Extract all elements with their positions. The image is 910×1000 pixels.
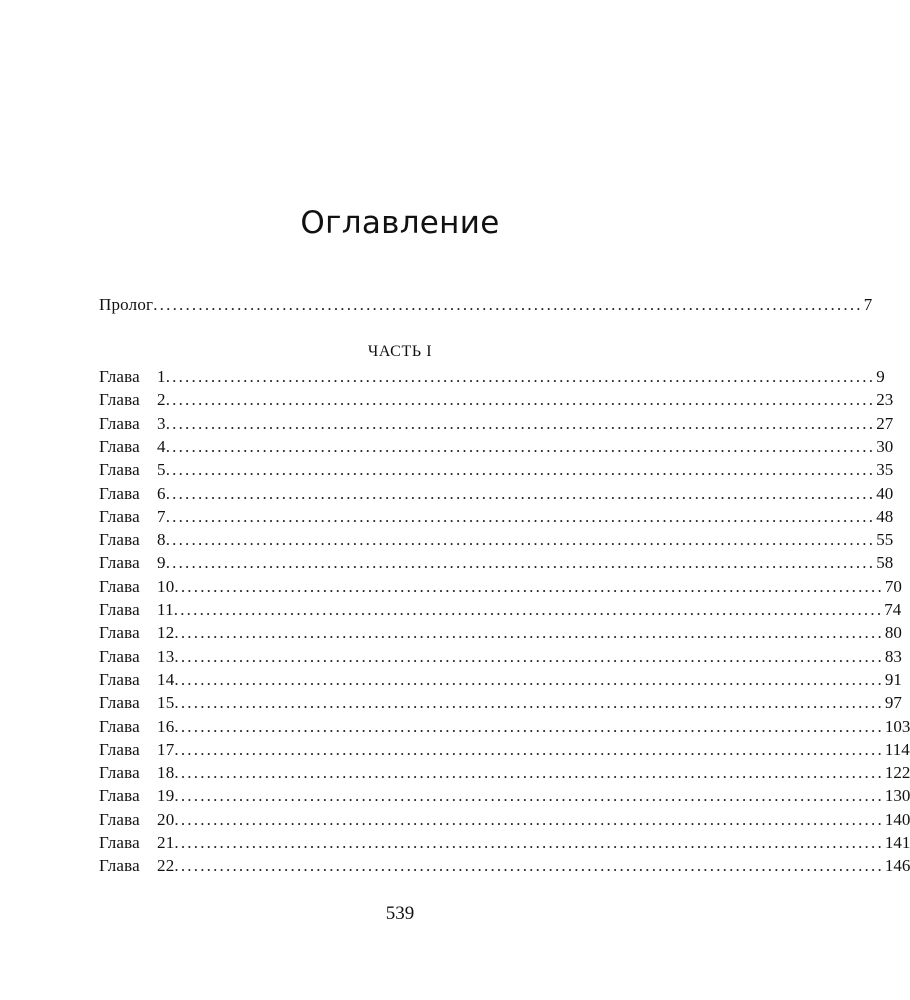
chapter-number: 3 <box>157 414 166 433</box>
dot-leader: .............................................................................................................. <box>174 763 884 782</box>
part-heading: ЧАСТЬ I <box>367 343 433 360</box>
dot-leader: .............................................................................................................. <box>174 577 884 596</box>
chapter-number: 16 <box>157 717 175 736</box>
chapter-page: 9 <box>876 367 885 386</box>
toc-row-chapter <box>99 855 910 877</box>
toc-row-chapter <box>99 762 910 784</box>
chapter-page: 58 <box>876 553 894 572</box>
chapter-number: 11 <box>157 600 174 619</box>
chapter-word: Глава <box>99 530 140 549</box>
chapter-label <box>99 436 166 458</box>
chapter-page: 48 <box>876 507 894 526</box>
chapter-page: 114 <box>884 740 910 759</box>
chapter-word: Глава <box>99 717 140 736</box>
chapter-page: 97 <box>884 693 902 712</box>
chapter-page: 146 <box>884 856 910 875</box>
dot-leader: .............................................................................................................. <box>165 460 876 479</box>
chapter-word: Глава <box>99 484 140 503</box>
chapter-label <box>99 692 174 714</box>
toc-title: Оглавление <box>300 205 500 241</box>
dot-leader: .............................................................................................................. <box>174 623 884 642</box>
chapter-number: 10 <box>157 577 175 596</box>
chapter-word: Глава <box>99 647 140 666</box>
chapter-number: 7 <box>157 507 166 526</box>
toc-row-chapter <box>99 622 902 644</box>
chapter-label <box>99 622 174 644</box>
toc-row-chapter <box>99 436 894 458</box>
chapter-number: 6 <box>157 484 166 503</box>
toc-row-chapter <box>99 809 910 831</box>
dot-leader: .............................................................................................................. <box>174 810 884 829</box>
chapter-word: Глава <box>99 623 140 642</box>
chapter-label <box>99 389 166 411</box>
chapter-number: 17 <box>157 740 175 759</box>
chapter-label <box>99 413 166 435</box>
chapter-page: 40 <box>876 484 894 503</box>
dot-leader: .............................................................................................................. <box>165 530 876 549</box>
chapter-label <box>99 576 174 598</box>
chapter-number: 15 <box>157 693 175 712</box>
dot-leader: .............................................................................................................. <box>174 693 884 712</box>
chapter-label <box>99 762 174 784</box>
chapter-label <box>99 809 174 831</box>
dot-leader: .............................................................................................................. <box>165 390 876 409</box>
dot-leader: .............................................................................................................. <box>174 833 884 852</box>
toc-row-chapter <box>99 389 894 411</box>
chapter-label <box>99 552 166 574</box>
chapter-page: 74 <box>884 600 902 619</box>
chapter-word: Глава <box>99 414 140 433</box>
chapter-word: Глава <box>99 763 140 782</box>
chapter-number: 22 <box>157 856 175 875</box>
toc-row-chapter <box>99 785 910 807</box>
dot-leader: .............................................................................................................. <box>165 507 876 526</box>
chapter-page: 140 <box>884 810 910 829</box>
toc-row-chapter <box>99 529 894 551</box>
chapter-word: Глава <box>99 460 140 479</box>
chapter-label <box>99 669 174 691</box>
toc-row-prologue <box>99 294 873 316</box>
toc-row-chapter <box>99 552 894 574</box>
chapter-number: 19 <box>157 786 175 805</box>
toc-row-chapter <box>99 716 910 738</box>
chapter-word: Глава <box>99 367 140 386</box>
toc-row-chapter <box>99 366 885 388</box>
chapter-word: Глава <box>99 553 140 572</box>
chapter-label <box>99 646 174 668</box>
chapter-word: Глава <box>99 437 140 456</box>
dot-leader: .............................................................................................................. <box>174 740 884 759</box>
toc-row-chapter <box>99 739 910 761</box>
chapter-word: Глава <box>99 600 140 619</box>
chapter-word: Глава <box>99 740 140 759</box>
chapter-page: 55 <box>876 530 894 549</box>
dot-leader: .............................................................................................................. <box>153 295 863 314</box>
toc-row-chapter <box>99 669 902 691</box>
chapter-number: 1 <box>157 367 166 386</box>
chapter-page: 91 <box>884 670 902 689</box>
chapter-page: 27 <box>876 414 894 433</box>
chapter-number: 9 <box>157 553 166 572</box>
chapter-page: 23 <box>876 390 894 409</box>
toc-row-chapter <box>99 459 894 481</box>
dot-leader: .............................................................................................................. <box>174 647 884 666</box>
toc-row-chapter <box>99 413 894 435</box>
chapter-page: 35 <box>876 460 894 479</box>
toc-row-chapter <box>99 576 902 598</box>
chapter-label <box>99 716 174 738</box>
dot-leader: .............................................................................................................. <box>165 367 876 386</box>
dot-leader: .............................................................................................................. <box>174 786 884 805</box>
chapter-word: Глава <box>99 810 140 829</box>
dot-leader: .............................................................................................................. <box>165 437 876 456</box>
chapter-page: 130 <box>884 786 910 805</box>
chapter-page: 83 <box>884 647 902 666</box>
dot-leader: .............................................................................................................. <box>174 717 884 736</box>
chapter-word: Глава <box>99 577 140 596</box>
dot-leader: .............................................................................................................. <box>173 600 884 619</box>
chapter-page: 141 <box>884 833 910 852</box>
chapter-number: 8 <box>157 530 166 549</box>
chapter-word: Глава <box>99 833 140 852</box>
chapter-page: 80 <box>884 623 902 642</box>
chapter-label <box>99 529 166 551</box>
chapter-label <box>99 506 166 528</box>
chapter-word: Глава <box>99 507 140 526</box>
chapter-word: Глава <box>99 786 140 805</box>
toc-row-chapter <box>99 832 910 854</box>
chapter-word: Глава <box>99 856 140 875</box>
chapter-page: 70 <box>884 577 902 596</box>
chapter-page: 103 <box>884 717 910 736</box>
chapter-label <box>99 483 166 505</box>
chapter-number: 20 <box>157 810 175 829</box>
chapter-label <box>99 832 174 854</box>
chapter-word: Глава <box>99 693 140 712</box>
chapter-word: Глава <box>99 390 140 409</box>
chapter-label <box>99 459 166 481</box>
chapter-label <box>99 855 174 877</box>
toc-row-chapter <box>99 506 894 528</box>
toc-row-chapter <box>99 483 894 505</box>
dot-leader: .............................................................................................................. <box>174 856 884 875</box>
chapter-label <box>99 785 174 807</box>
toc-row-chapter <box>99 599 902 621</box>
chapter-number: 12 <box>157 623 175 642</box>
chapter-page: 30 <box>876 437 894 456</box>
chapter-label <box>99 599 174 621</box>
dot-leader: .............................................................................................................. <box>165 414 876 433</box>
chapter-number: 21 <box>157 833 175 852</box>
chapter-number: 2 <box>157 390 166 409</box>
page-number: 539 <box>385 903 415 924</box>
toc-row-chapter <box>99 692 902 714</box>
dot-leader: .............................................................................................................. <box>165 484 876 503</box>
chapter-number: 18 <box>157 763 175 782</box>
chapter-number: 4 <box>157 437 166 456</box>
chapter-label <box>99 366 166 388</box>
toc-row-chapter <box>99 646 902 668</box>
prologue-page: 7 <box>863 295 873 314</box>
dot-leader: .............................................................................................................. <box>165 553 876 572</box>
chapter-label <box>99 739 174 761</box>
prologue-label: Пролог <box>99 295 154 314</box>
chapter-number: 14 <box>157 670 175 689</box>
dot-leader: .............................................................................................................. <box>174 670 884 689</box>
chapter-page: 122 <box>884 763 910 782</box>
chapter-number: 5 <box>157 460 166 479</box>
chapter-word: Глава <box>99 670 140 689</box>
chapter-number: 13 <box>157 647 175 666</box>
